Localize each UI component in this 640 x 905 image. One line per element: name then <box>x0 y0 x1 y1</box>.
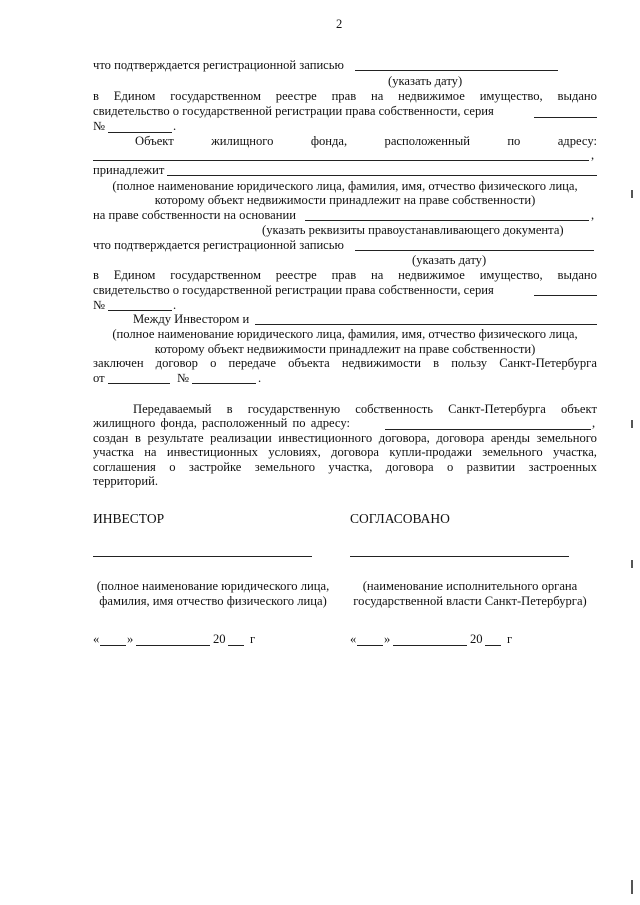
object-address-field[interactable] <box>93 160 589 161</box>
certificate-series-field[interactable] <box>534 117 597 118</box>
requisites-hint: (указать реквизиты правоустанавливающего документа) <box>262 223 564 237</box>
authority-month-field[interactable] <box>393 645 467 646</box>
authority-year-field[interactable] <box>485 645 501 646</box>
ownership-basis-field[interactable] <box>305 220 589 221</box>
counterparty-hint-2: которому объект недвижимости принадлежит на праве собственности) <box>154 342 536 356</box>
contract-date-label: от <box>93 371 105 385</box>
owner-name-hint-1: (полное наименование юридического лица, фамилия, имя, отчество физического лица, <box>112 179 578 193</box>
registration-record-label-2: что подтверждается регистрационной записью <box>93 238 344 252</box>
certificate-series-field-2[interactable] <box>534 295 597 296</box>
counterparty-hint-1: (полное наименование юридического лица, фамилия, имя, отчество физического лица, <box>112 327 578 341</box>
ownership-basis-label: на праве собственности на основании <box>93 208 296 222</box>
transfer-line-5: соглашения о застройке земельного участка, договора о развитии застроенных <box>93 460 597 474</box>
contract-date-field[interactable] <box>108 383 170 384</box>
contract-number-field[interactable] <box>192 383 256 384</box>
transfer-line-6: территорий. <box>93 474 158 488</box>
certificate-series-label-2: свидетельство о государственной регистрации права собственности, серия <box>93 283 494 297</box>
transfer-address-field[interactable] <box>385 429 591 430</box>
investor-day-field[interactable] <box>100 645 126 646</box>
page-number: 2 <box>336 17 343 31</box>
certificate-series-label: свидетельство о государственной регистрации права собственности, серия <box>93 104 494 118</box>
registry-line-2: в Едином государственном реестре прав на недвижимое имущество, выдано <box>93 268 597 282</box>
authority-hint-1: (наименование исполнительного органа <box>362 579 578 593</box>
contract-line: заключен договор о передаче объекта недвижимости в пользу Санкт-Петербурга <box>93 356 597 370</box>
registration-record-label: что подтверждается регистрационной записью <box>93 58 344 72</box>
investor-signature-field[interactable] <box>93 556 312 557</box>
approved-title: СОГЛАСОВАНО <box>350 511 450 526</box>
object-address-line: Объект жилищного фонда, расположенный по адресу: <box>135 134 597 148</box>
contract-number-label: № <box>177 371 190 385</box>
registration-record-field[interactable] <box>355 70 558 71</box>
date-hint-2: (указать дату) <box>412 253 487 267</box>
certificate-number-field-2[interactable] <box>108 310 172 311</box>
date-hint: (указать дату) <box>388 74 463 88</box>
investor-month-field[interactable] <box>136 645 210 646</box>
transfer-address-label: жилищного фонда, расположенный по адресу: <box>93 416 350 430</box>
investor-hint-2: фамилия, имя отчество физического лица) <box>99 594 327 608</box>
registration-record-field-2[interactable] <box>355 250 594 251</box>
transfer-line-3: создан в результате реализации инвестиционного договора, договора аренды земельного <box>93 431 597 445</box>
certificate-number-label-2: № <box>93 298 106 312</box>
authority-signature-field[interactable] <box>350 556 569 557</box>
investor-hint-1: (полное наименование юридического лица, <box>96 579 330 593</box>
authority-hint-2: государственной власти Санкт-Петербурга) <box>353 594 587 608</box>
investor-title: ИНВЕСТОР <box>93 511 165 526</box>
owner-name-field[interactable] <box>167 175 597 176</box>
certificate-number-field[interactable] <box>108 132 172 133</box>
counterparty-field[interactable] <box>255 324 597 325</box>
registry-line: в Едином государственном реестре прав на недвижимое имущество, выдано <box>93 89 597 103</box>
transfer-line-1: Передаваемый в государственную собственность Санкт-Петербурга объект <box>133 402 597 416</box>
belongs-label: принадлежит <box>93 163 165 177</box>
authority-day-field[interactable] <box>357 645 383 646</box>
certificate-number-label: № <box>93 119 106 133</box>
transfer-line-4: участка на инвестиционных условиях, договора купли-продажи земельного участка, <box>93 445 597 459</box>
binding-edge-marks <box>631 0 634 905</box>
investor-year-field[interactable] <box>228 645 244 646</box>
between-investor-label: Между Инвестором и <box>133 312 250 326</box>
owner-name-hint-2: которому объект недвижимости принадлежит на праве собственности) <box>154 193 536 207</box>
